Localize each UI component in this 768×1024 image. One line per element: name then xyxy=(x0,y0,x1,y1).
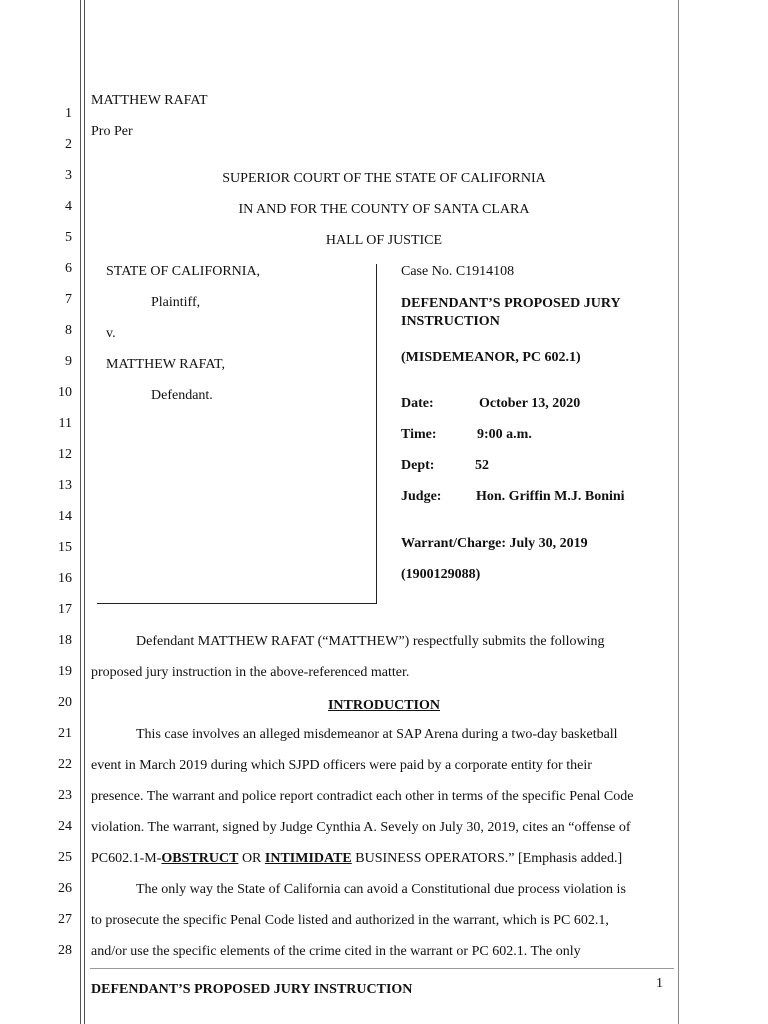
plaintiff-label: Plaintiff, xyxy=(151,295,201,310)
body-text-line: to prosecute the specific Penal Code listed and authorized in the warrant, which is PC 602.1, xyxy=(91,913,609,928)
line-number: 4 xyxy=(65,199,72,214)
line-number: 17 xyxy=(58,602,72,617)
line-number: 2 xyxy=(65,137,72,152)
line-number: 12 xyxy=(58,447,72,462)
line-number: 5 xyxy=(65,230,72,245)
line-number: 10 xyxy=(58,385,72,400)
right-margin-rule xyxy=(678,0,679,1024)
line-number: 11 xyxy=(58,416,72,431)
party-name: MATTHEW RAFAT xyxy=(91,93,208,108)
section-heading: INTRODUCTION xyxy=(327,698,440,713)
left-margin-rule xyxy=(80,0,81,1024)
body-text-segment: BUSINESS OPERATORS.” [Emphasis added.] xyxy=(351,851,623,866)
line-number: 7 xyxy=(65,292,72,307)
line-number: 21 xyxy=(58,726,72,741)
emphasis-intimidate: INTIMIDATE xyxy=(264,851,352,866)
court-location: HALL OF JUSTICE xyxy=(325,233,443,248)
line-number: 19 xyxy=(58,664,72,679)
line-number: 14 xyxy=(58,509,72,524)
caption-divider-horizontal xyxy=(97,603,377,604)
line-number: 9 xyxy=(65,354,72,369)
line-number: 28 xyxy=(58,943,72,958)
line-number: 3 xyxy=(65,168,72,183)
body-text-line: The only way the State of California can avoid a Constitutional due process violation is xyxy=(136,882,626,897)
line-number: 8 xyxy=(65,323,72,338)
footer-rule xyxy=(90,968,674,969)
dept-label: Dept: xyxy=(401,458,435,473)
plaintiff-name: STATE OF CALIFORNIA, xyxy=(106,264,261,279)
court-name: SUPERIOR COURT OF THE STATE OF CALIFORNIA xyxy=(222,171,546,186)
left-margin-rule-inner xyxy=(84,0,85,1024)
defendant-label: Defendant. xyxy=(151,388,213,403)
emphasis-obstruct: OBSTRUCT xyxy=(161,851,239,866)
case-number: Case No. C1914108 xyxy=(401,264,515,279)
line-number: 18 xyxy=(58,633,72,648)
page-number: 1 xyxy=(656,976,663,991)
caption-divider-vertical xyxy=(376,264,377,604)
body-text-segment: PC602.1-M- xyxy=(91,851,162,866)
body-text-line: presence. The warrant and police report contradict each other in terms of the specific Penal Code xyxy=(91,789,634,804)
body-text-line: proposed jury instruction in the above-referenced matter. xyxy=(91,665,410,680)
defendant-name: MATTHEW RAFAT, xyxy=(106,357,225,372)
date-value: October 13, 2020 xyxy=(479,396,581,411)
judge-value: Hon. Griffin M.J. Bonini xyxy=(476,489,625,504)
line-number: 23 xyxy=(58,788,72,803)
body-text-line: event in March 2019 during which SJPD officers were paid by a corporate entity for their xyxy=(91,758,592,773)
line-number: 26 xyxy=(58,881,72,896)
line-number: 27 xyxy=(58,912,72,927)
document-subtitle: (MISDEMEANOR, PC 602.1) xyxy=(401,350,581,365)
line-number: 13 xyxy=(58,478,72,493)
line-number: 6 xyxy=(65,261,72,276)
line-number: 1 xyxy=(65,106,72,121)
line-number: 15 xyxy=(58,540,72,555)
document-title-cont: INSTRUCTION xyxy=(401,314,500,329)
body-text-line xyxy=(91,851,622,867)
time-label: Time: xyxy=(401,427,437,442)
body-text-line: This case involves an alleged misdemeanor at SAP Arena during a two-day basketball xyxy=(136,727,618,742)
court-county: IN AND FOR THE COUNTY OF SANTA CLARA xyxy=(238,202,530,217)
pro-per-label: Pro Per xyxy=(91,124,133,139)
warrant-charge: Warrant/Charge: July 30, 2019 xyxy=(401,536,588,551)
line-number: 24 xyxy=(58,819,72,834)
line-number: 20 xyxy=(58,695,72,710)
date-label: Date: xyxy=(401,396,434,411)
body-text-line: Defendant MATTHEW RAFAT (“MATTHEW”) respectfully submits the following xyxy=(136,634,605,649)
body-text-line: and/or use the specific elements of the crime cited in the warrant or PC 602.1. The only xyxy=(91,944,581,959)
footer-title: DEFENDANT’S PROPOSED JURY INSTRUCTION xyxy=(91,982,413,997)
warrant-number: (1900129088) xyxy=(401,567,481,582)
body-text-segment: OR xyxy=(238,851,265,866)
line-number: 22 xyxy=(58,757,72,772)
versus-label: v. xyxy=(106,326,116,341)
dept-value: 52 xyxy=(475,458,489,473)
line-number: 25 xyxy=(58,850,72,865)
document-title: DEFENDANT’S PROPOSED JURY xyxy=(401,296,621,311)
body-text-line: violation. The warrant, signed by Judge Cynthia A. Sevely on July 30, 2019, cites an “offense of xyxy=(91,820,631,835)
line-number: 16 xyxy=(58,571,72,586)
time-value: 9:00 a.m. xyxy=(477,427,532,442)
judge-label: Judge: xyxy=(401,489,442,504)
